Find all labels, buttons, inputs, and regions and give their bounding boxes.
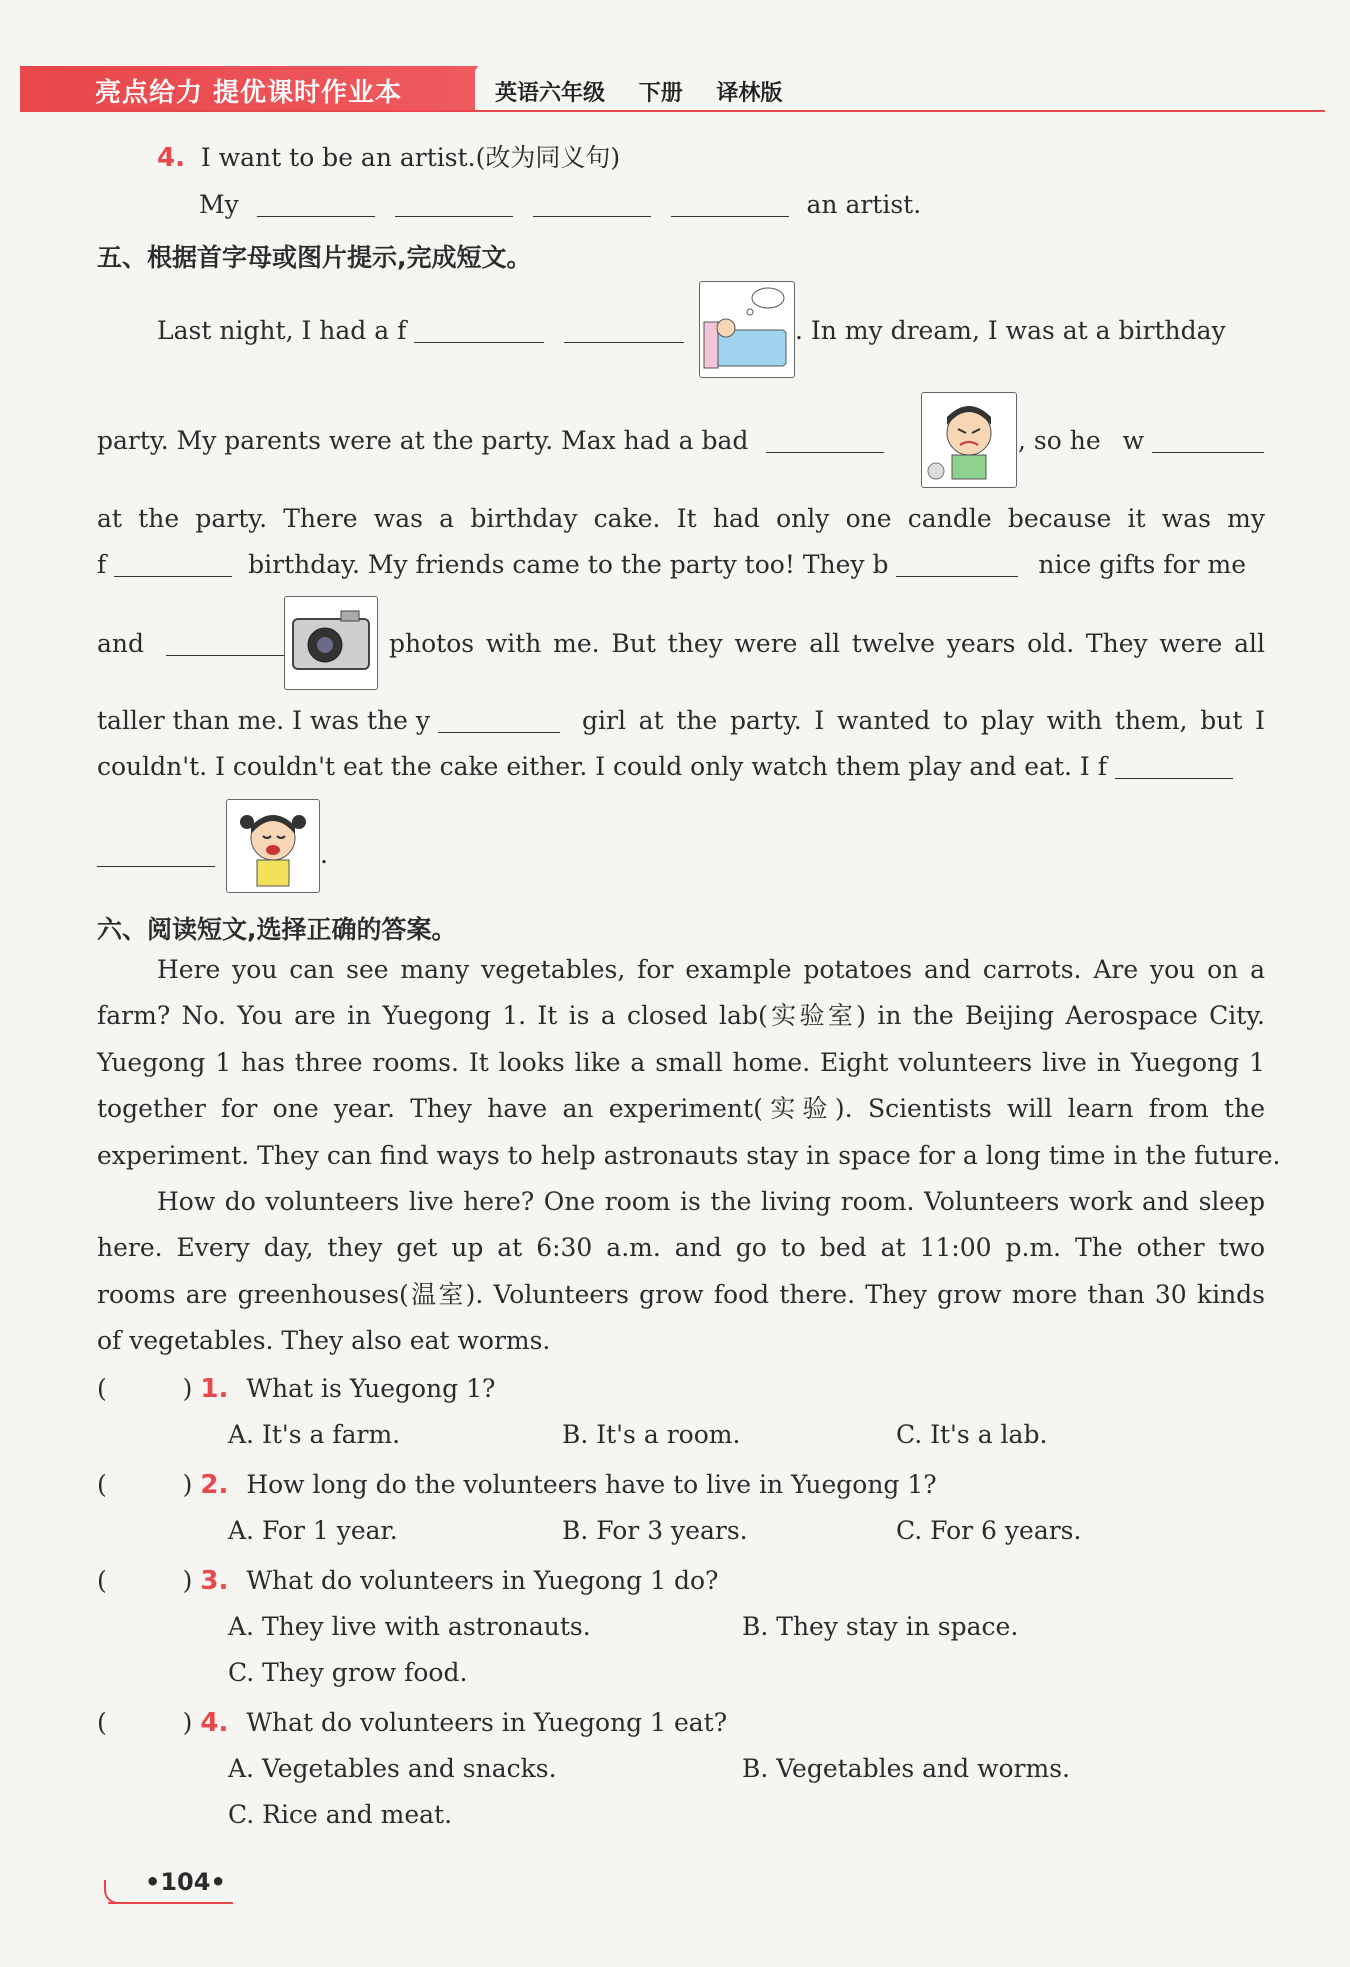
q4r-text: What do volunteers in Yuegong 1 eat? bbox=[246, 1708, 728, 1737]
q4-blank-1[interactable] bbox=[257, 192, 375, 217]
q4-number: 4. bbox=[157, 143, 185, 173]
s5-p4-end: nice gifts for me bbox=[1038, 550, 1246, 579]
q1-paren-close: ) bbox=[182, 1374, 193, 1403]
q2-text: How long do the volunteers have to live in Yuegong 1? bbox=[246, 1470, 937, 1499]
q1-option-b[interactable]: B. It's a room. bbox=[562, 1420, 741, 1449]
header-banner-tip bbox=[452, 66, 478, 110]
s5-line-3: at the party. There was a birthday cake. It had only one candle because it was my bbox=[97, 504, 1265, 533]
edition-label: 译林版 bbox=[716, 81, 783, 106]
s5-blank-angry[interactable] bbox=[766, 428, 884, 453]
s5-line-8 bbox=[97, 842, 215, 867]
passage-line-1: Here you can see many vegetables, for example potatoes and carrots. Are you on a bbox=[157, 955, 1265, 984]
s5-blank-f2[interactable] bbox=[114, 552, 232, 577]
q1-option-a[interactable]: A. It's a farm. bbox=[228, 1420, 401, 1449]
q4r-paren-close: ) bbox=[182, 1708, 193, 1737]
footer-ornament bbox=[104, 1880, 132, 1904]
passage-line-8: rooms are greenhouses(温室). Volunteers grow food there. They grow more than 30 kinds bbox=[97, 1280, 1265, 1309]
q4r-paren-open: ( bbox=[97, 1708, 107, 1737]
q4-blank-3[interactable] bbox=[533, 192, 651, 217]
s5-line-1 bbox=[157, 318, 684, 343]
s5-p6-end: girl at the party. I wanted to play with them, but I bbox=[582, 706, 1265, 735]
section5-title: 五、根据首字母或图片提示,完成短文。 bbox=[97, 243, 532, 272]
s5-p4-mid: birthday. My friends came to the party too! They b bbox=[248, 550, 889, 579]
camera-icon bbox=[284, 596, 378, 690]
q4-blank-4[interactable] bbox=[671, 192, 789, 217]
q3-paren-open: ( bbox=[97, 1566, 107, 1595]
s5-p1-start: Last night, I had a f bbox=[157, 316, 407, 345]
s5-p5-start: and bbox=[97, 629, 145, 658]
q4-line bbox=[157, 145, 620, 171]
s5-p2-mid: , so he bbox=[1018, 426, 1101, 455]
section6-title: 六、阅读短文,选择正确的答案。 bbox=[97, 915, 457, 944]
s5-line-2-end bbox=[1018, 428, 1264, 453]
sleeping-dream-icon bbox=[699, 281, 795, 378]
q1-text: What is Yuegong 1? bbox=[246, 1374, 496, 1403]
q4r-option-b[interactable]: B. Vegetables and worms. bbox=[742, 1754, 1070, 1783]
q3-option-a[interactable]: A. They live with astronauts. bbox=[228, 1612, 591, 1641]
q4r-option-c[interactable]: C. Rice and meat. bbox=[228, 1800, 453, 1829]
grade-label: 英语六年级 bbox=[495, 81, 606, 106]
passage-line-6: How do volunteers live here? One room is the living room. Volunteers work and sleep bbox=[157, 1187, 1265, 1216]
header-rule bbox=[20, 110, 1325, 112]
q3-number: 3. bbox=[200, 1566, 229, 1596]
s5-p7-start: couldn't. I couldn't eat the cake either. I could only watch them play and eat. I f bbox=[97, 752, 1107, 781]
passage-line-9: of vegetables. They also eat worms. bbox=[97, 1326, 551, 1355]
q4-prefix: My bbox=[199, 190, 239, 219]
series-title: 亮点给力 提优课时作业本 bbox=[95, 78, 403, 108]
passage-line-4: together for one year. They have an experiment(实验). Scientists will learn from the bbox=[97, 1094, 1265, 1123]
question-2 bbox=[97, 1472, 937, 1498]
question-3 bbox=[97, 1568, 718, 1594]
s5-p4-f: f bbox=[97, 550, 107, 579]
q3-option-c[interactable]: C. They grow food. bbox=[228, 1658, 468, 1687]
passage-line-5: experiment. They can find ways to help astronauts stay in space for a long time in the future. bbox=[97, 1141, 1281, 1170]
question-1 bbox=[97, 1376, 495, 1402]
s5-blank-y[interactable] bbox=[438, 708, 560, 733]
s5-blank-cry[interactable] bbox=[97, 842, 215, 867]
s5-p6-start: taller than me. I was the y bbox=[97, 706, 431, 735]
q2-paren-open: ( bbox=[97, 1470, 107, 1499]
s5-p1-end: . In my dream, I was at a birthday bbox=[795, 316, 1226, 345]
q3-option-b[interactable]: B. They stay in space. bbox=[742, 1612, 1019, 1641]
q2-number: 2. bbox=[200, 1470, 229, 1500]
q4-suffix: an artist. bbox=[806, 190, 922, 219]
passage-line-2: farm? No. You are in Yuegong 1. It is a closed lab(实验室) in the Beijing Aerospace City. bbox=[97, 1001, 1265, 1030]
footer-rule bbox=[108, 1902, 233, 1904]
q2-option-a[interactable]: A. For 1 year. bbox=[228, 1516, 398, 1545]
q2-paren-close: ) bbox=[182, 1470, 193, 1499]
question-4 bbox=[97, 1710, 727, 1736]
s5-blank-f3[interactable] bbox=[1115, 754, 1233, 779]
q3-paren-close: ) bbox=[182, 1566, 193, 1595]
q4-answer-line bbox=[199, 192, 921, 217]
s5-line-2 bbox=[97, 428, 884, 453]
s5-blank-w[interactable] bbox=[1152, 428, 1264, 453]
q3-text: What do volunteers in Yuegong 1 do? bbox=[246, 1566, 719, 1595]
s5-blank-f1[interactable] bbox=[414, 318, 544, 343]
s5-blank-f1b[interactable] bbox=[564, 318, 684, 343]
volume-label: 下册 bbox=[638, 81, 683, 106]
q1-number: 1. bbox=[200, 1374, 229, 1404]
passage-line-7: here. Every day, they get up at 6:30 a.m. and go to bed at 11:00 p.m. The other two bbox=[97, 1233, 1265, 1262]
s5-p2-start: party. My parents were at the party. Max had a bad bbox=[97, 426, 749, 455]
q1-paren-open: ( bbox=[97, 1374, 107, 1403]
s5-p2-w: w bbox=[1122, 426, 1144, 455]
s5-line-4 bbox=[97, 552, 1246, 577]
crying-girl-icon bbox=[226, 799, 320, 893]
s5-blank-b[interactable] bbox=[896, 552, 1018, 577]
s5-p8-end: . bbox=[320, 840, 328, 869]
book-info bbox=[495, 76, 808, 107]
passage-line-3: Yuegong 1 has three rooms. It looks like a small home. Eight volunteers live in Yuegong 1 bbox=[97, 1048, 1265, 1077]
q4-text: I want to be an artist.(改为同义句) bbox=[200, 143, 621, 172]
q2-option-c[interactable]: C. For 6 years. bbox=[896, 1516, 1082, 1545]
angry-boy-icon bbox=[921, 392, 1017, 488]
s5-line-5 bbox=[97, 631, 286, 656]
q4r-option-a[interactable]: A. Vegetables and snacks. bbox=[228, 1754, 557, 1783]
s5-p5-end: photos with me. But they were all twelve years old. They were all bbox=[389, 629, 1265, 658]
page-number: •104• bbox=[145, 1868, 226, 1896]
q1-option-c[interactable]: C. It's a lab. bbox=[896, 1420, 1048, 1449]
q4r-number: 4. bbox=[200, 1708, 229, 1738]
s5-line-7 bbox=[97, 754, 1233, 779]
s5-line-6 bbox=[97, 708, 560, 733]
q4-blank-2[interactable] bbox=[395, 192, 513, 217]
s5-blank-camera[interactable] bbox=[166, 631, 286, 656]
q2-option-b[interactable]: B. For 3 years. bbox=[562, 1516, 748, 1545]
